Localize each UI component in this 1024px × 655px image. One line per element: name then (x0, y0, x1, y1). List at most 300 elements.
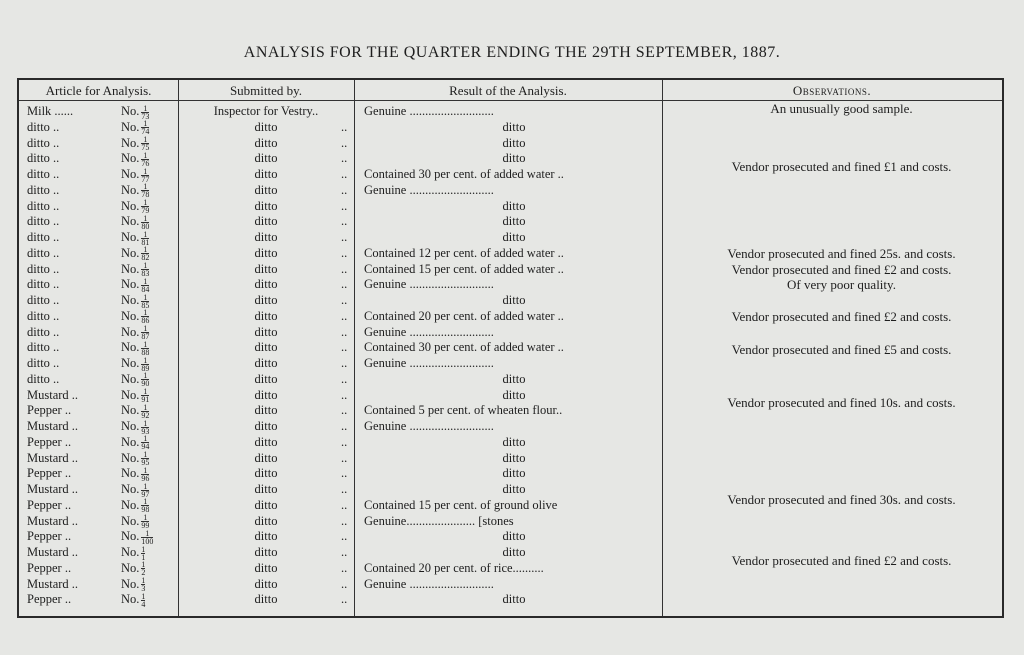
result-cell: Contained 20 per cent. of rice.......... (364, 560, 544, 575)
sample-fraction (141, 561, 145, 576)
fraction-denominator: 76 (141, 158, 150, 167)
leader-dots: .. (341, 214, 348, 229)
number-label: No. (121, 230, 140, 244)
fraction-denominator: 90 (141, 379, 150, 388)
fraction-numerator: 1 (143, 340, 148, 349)
article-cell: Pepper .. (27, 466, 72, 481)
leader-dots: .. (341, 482, 348, 496)
article-cell: ditto .. (27, 245, 60, 260)
fraction-numerator: 1 (145, 529, 150, 538)
leader-dots: .. (341, 245, 348, 260)
number-label: No. (121, 434, 140, 449)
number-label: No. (121, 214, 140, 229)
fraction-numerator: 1 (143, 466, 148, 475)
fraction-denominator: 3 (141, 584, 146, 593)
fraction-denominator: 81 (141, 237, 150, 246)
leader-dots: .. (341, 135, 348, 150)
fraction-denominator: 98 (141, 505, 150, 514)
result-cell: ditto (502, 293, 526, 307)
result-cell: Contained 5 per cent. of wheaten flour.. (364, 403, 563, 418)
result-cell: ditto (502, 529, 526, 544)
observation-note: Vendor prosecuted and fined £2 and costs. (731, 261, 952, 277)
fraction-numerator: 1 (143, 119, 148, 129)
result-cell: Genuine ........................... (364, 419, 494, 433)
result-cell: ditto (502, 387, 526, 402)
fraction-numerator: 1 (143, 261, 148, 271)
fraction-numerator: 1 (143, 293, 148, 302)
number-label: No. (121, 119, 140, 134)
fraction-denominator: 79 (141, 206, 150, 215)
number-label: No. (121, 340, 140, 355)
sample-fraction (141, 168, 149, 183)
fraction-denominator: 100 (141, 536, 154, 545)
leader-dots: .. (341, 592, 348, 607)
fraction-denominator: 74 (141, 127, 150, 136)
fraction-denominator: 82 (141, 253, 150, 262)
article-cell: ditto .. (27, 182, 60, 197)
article-cell: Milk ...... (27, 104, 74, 118)
submitted-by-cell: ditto (254, 403, 278, 418)
observation-note: Vendor prosecuted and fined 10s. and costs. (727, 395, 956, 411)
fraction-denominator: 93 (141, 426, 150, 435)
fraction-numerator: 1 (143, 387, 148, 397)
submitted-by-cell: ditto (254, 230, 278, 244)
number-label: No. (121, 450, 140, 465)
sample-number-cell (121, 356, 179, 372)
observation-note: Vendor prosecuted and fined £5 and costs. (731, 341, 952, 357)
submitted-by-cell: ditto (254, 529, 278, 544)
article-cell: Pepper .. (27, 529, 72, 544)
result-cell: Contained 20 per cent. of added water .. (364, 308, 564, 323)
sample-number-cell (121, 136, 179, 152)
submitted-by-cell: ditto (254, 371, 278, 386)
article-cell: ditto .. (27, 230, 60, 244)
article-cell: Pepper .. (27, 434, 72, 449)
submitted-by-cell: ditto (254, 513, 278, 528)
sample-number-cell (121, 309, 179, 325)
result-cell: Contained 30 per cent. of added water .. (364, 340, 564, 355)
leader-dots: .. (341, 356, 348, 370)
analysis-table (17, 78, 1004, 618)
table-row (19, 577, 1002, 593)
submitted-by-cell: ditto (254, 214, 278, 229)
table-row (19, 293, 1002, 309)
submitted-by-cell: ditto (254, 497, 278, 512)
fraction-numerator: 1 (143, 419, 148, 428)
submitted-by-cell: ditto (254, 293, 278, 307)
sample-number-cell (121, 388, 179, 404)
observation-note: Vendor prosecuted and fined £1 and costs. (731, 159, 952, 175)
article-cell: ditto .. (27, 151, 60, 166)
fraction-denominator: 85 (141, 300, 150, 309)
fraction-denominator: 91 (141, 395, 150, 404)
leader-dots: .. (341, 545, 348, 559)
article-cell: ditto .. (27, 119, 60, 134)
leader-dots: .. (341, 371, 348, 386)
fraction-numerator: 1 (141, 545, 146, 554)
sample-number-cell (121, 592, 179, 608)
article-cell: Pepper .. (27, 560, 72, 575)
sample-fraction (141, 467, 149, 482)
result-cell: Genuine ........................... (364, 104, 494, 118)
sample-fraction (141, 577, 145, 592)
fraction-denominator: 1 (141, 552, 146, 561)
result-cell: Contained 30 per cent. of added water .. (364, 167, 564, 181)
article-cell: ditto .. (27, 371, 60, 386)
fraction-denominator: 88 (141, 347, 150, 356)
number-label: No. (121, 324, 140, 339)
fraction-numerator: 1 (143, 151, 148, 160)
sample-number-cell (121, 577, 179, 593)
leader-dots: .. (341, 119, 348, 134)
sample-number-cell (121, 199, 179, 215)
observation-note: An unusually good sample. (770, 101, 913, 116)
sample-fraction (141, 294, 149, 309)
article-cell: ditto .. (27, 293, 60, 307)
submitted-by-cell: ditto (254, 277, 278, 292)
sample-fraction (141, 357, 149, 372)
sample-number-cell (121, 372, 179, 388)
sample-number-cell (121, 451, 179, 467)
submitted-by-cell: ditto (254, 419, 278, 433)
table-row (19, 214, 1002, 230)
number-label: No. (121, 151, 140, 166)
fraction-numerator: 1 (143, 214, 148, 223)
fraction-numerator: 1 (143, 308, 148, 318)
header-observations: Observations. (792, 83, 872, 98)
article-cell: ditto .. (27, 135, 60, 150)
number-label: No. (121, 466, 140, 481)
leader-dots: .. (341, 576, 348, 591)
fraction-denominator: 77 (141, 174, 150, 183)
sample-fraction (141, 404, 149, 419)
sample-fraction (141, 388, 149, 403)
article-cell: Mustard .. (27, 450, 79, 465)
submitted-by-cell: ditto (254, 167, 278, 181)
leader-dots: .. (341, 529, 348, 544)
result-cell: Genuine ........................... (364, 324, 494, 339)
result-cell: ditto (502, 230, 526, 244)
submitted-by-cell: ditto (254, 545, 278, 559)
sample-number-cell (121, 120, 179, 136)
table-row (19, 466, 1002, 482)
sample-number-cell (121, 435, 179, 451)
leader-dots: .. (341, 340, 348, 355)
article-cell: Mustard .. (27, 419, 79, 433)
result-cell: ditto (502, 371, 526, 386)
result-cell: Contained 15 per cent. of added water .. (364, 261, 564, 276)
sample-number-cell (121, 104, 179, 120)
leader-dots: .. (341, 450, 348, 465)
submitted-by-cell: ditto (254, 592, 278, 607)
table-row (19, 514, 1002, 530)
sample-number-cell (121, 262, 179, 278)
number-label: No. (121, 293, 140, 307)
leader-dots: .. (341, 513, 348, 528)
sample-fraction (141, 341, 149, 356)
article-cell: ditto .. (27, 198, 60, 213)
table-row (19, 529, 1002, 545)
fraction-numerator: 1 (143, 277, 148, 286)
fraction-numerator: 1 (143, 324, 148, 334)
article-cell: Mustard .. (27, 482, 79, 496)
number-label: No. (121, 529, 140, 544)
fraction-numerator: 1 (143, 182, 148, 192)
fraction-numerator: 1 (143, 513, 148, 523)
submitted-by-cell: ditto (254, 450, 278, 465)
number-label: No. (121, 198, 140, 213)
fraction-numerator: 1 (143, 167, 148, 176)
sample-number-cell (121, 529, 179, 545)
observation-note: Vendor prosecuted and fined £2 and costs. (731, 308, 952, 324)
article-cell: Pepper .. (27, 497, 72, 512)
article-cell: Mustard .. (27, 513, 79, 528)
sample-fraction (141, 278, 149, 293)
leader-dots: .. (341, 560, 348, 575)
fraction-denominator: 95 (141, 458, 150, 467)
table-row (19, 230, 1002, 246)
fraction-denominator: 83 (141, 269, 150, 278)
result-cell: Genuine...................... [stones (364, 513, 514, 528)
number-label: No. (121, 513, 140, 528)
number-label: No. (121, 261, 140, 276)
leader-dots: .. (341, 419, 348, 433)
number-label: No. (121, 576, 140, 591)
article-cell: ditto .. (27, 340, 60, 355)
number-label: No. (121, 135, 140, 150)
table-row (19, 419, 1002, 435)
number-label: No. (121, 182, 140, 197)
fraction-denominator: 73 (141, 111, 150, 120)
submitted-by-cell: ditto (254, 119, 278, 134)
result-cell: ditto (502, 545, 526, 559)
leader-dots: .. (341, 277, 348, 292)
number-label: No. (121, 356, 140, 370)
sample-number-cell (121, 419, 179, 435)
fraction-numerator: 1 (143, 356, 148, 365)
number-label: No. (121, 245, 140, 260)
article-cell: Pepper .. (27, 403, 72, 418)
number-label: No. (121, 387, 140, 402)
submitted-by-cell: ditto (254, 324, 278, 339)
fraction-numerator: 1 (143, 104, 148, 113)
fraction-numerator: 1 (143, 371, 148, 381)
submitted-by-cell: ditto (254, 245, 278, 260)
sample-number-cell (121, 214, 179, 230)
sample-fraction (141, 593, 145, 608)
sample-number-cell (121, 561, 179, 577)
leader-dots: .. (341, 167, 348, 181)
submitted-by-cell: Inspector for Vestry.. (213, 104, 319, 118)
fraction-numerator: 1 (143, 497, 148, 507)
result-cell: Genuine ........................... (364, 182, 494, 197)
submitted-by-cell: ditto (254, 151, 278, 166)
sample-fraction (141, 309, 149, 324)
submitted-by-cell: ditto (254, 482, 278, 496)
sample-fraction (141, 199, 149, 214)
article-cell: Pepper .. (27, 592, 72, 607)
result-cell: ditto (502, 214, 526, 229)
result-cell: ditto (502, 135, 526, 150)
leader-dots: .. (341, 182, 348, 197)
table-row (19, 451, 1002, 467)
submitted-by-cell: ditto (254, 182, 278, 197)
fraction-numerator: 1 (141, 560, 146, 570)
sample-number-cell (121, 293, 179, 309)
article-cell: ditto .. (27, 324, 60, 339)
leader-dots: .. (341, 387, 348, 402)
number-label: No. (121, 403, 140, 418)
table-row (19, 199, 1002, 215)
sample-fraction (141, 530, 153, 545)
number-label: No. (121, 592, 140, 607)
fraction-denominator: 2 (141, 568, 146, 577)
sample-fraction (141, 435, 149, 450)
observation-note: Of very poor quality. (787, 277, 896, 293)
sample-number-cell (121, 183, 179, 199)
article-cell: ditto .. (27, 167, 60, 181)
number-label: No. (121, 308, 140, 323)
sample-fraction (141, 246, 149, 261)
leader-dots: .. (341, 403, 348, 418)
fraction-denominator: 4 (141, 599, 146, 608)
sample-fraction (141, 152, 149, 167)
sample-number-cell (121, 403, 179, 419)
leader-dots: .. (341, 466, 348, 481)
sample-fraction (141, 215, 149, 230)
fraction-denominator: 78 (141, 190, 150, 199)
leader-dots: .. (341, 308, 348, 323)
fraction-numerator: 1 (143, 198, 148, 208)
table-row (19, 325, 1002, 341)
sample-number-cell (121, 340, 179, 356)
sample-fraction (141, 498, 149, 513)
sample-number-cell (121, 325, 179, 341)
sample-fraction (141, 105, 149, 120)
fraction-denominator: 97 (141, 489, 150, 498)
fraction-numerator: 1 (143, 230, 148, 239)
sample-fraction (141, 546, 145, 561)
page-title: ANALYSIS FOR THE QUARTER ENDING THE 29TH SEPTEMBER, 1887. (243, 44, 781, 61)
sample-fraction (141, 325, 149, 340)
table-row (19, 356, 1002, 372)
number-label: No. (121, 482, 140, 496)
submitted-by-cell: ditto (254, 560, 278, 575)
table-row (19, 435, 1002, 451)
sample-number-cell (121, 230, 179, 246)
sample-number-cell (121, 151, 179, 167)
result-cell: Genuine ........................... (364, 277, 494, 292)
leader-dots: .. (341, 497, 348, 512)
submitted-by-cell: ditto (254, 135, 278, 150)
header-article: Article for Analysis. (45, 83, 152, 98)
fraction-denominator: 96 (141, 473, 150, 482)
submitted-by-cell: ditto (254, 308, 278, 323)
fraction-denominator: 86 (141, 316, 150, 325)
fraction-denominator: 84 (141, 284, 150, 293)
number-label: No. (121, 167, 140, 181)
result-cell: ditto (502, 434, 526, 449)
fraction-denominator: 89 (141, 363, 150, 372)
table-row (19, 372, 1002, 388)
sample-fraction (141, 183, 149, 198)
leader-dots: .. (341, 434, 348, 449)
sample-fraction (141, 231, 149, 246)
observation-note: Vendor prosecuted and fined 30s. and costs. (727, 491, 956, 507)
table-row (19, 183, 1002, 199)
article-cell: Mustard .. (27, 576, 79, 591)
result-cell: ditto (502, 450, 526, 465)
result-cell: ditto (502, 592, 526, 607)
number-label: No. (121, 497, 140, 512)
sample-fraction (141, 136, 149, 151)
number-label: No. (121, 104, 140, 118)
fraction-denominator: 87 (141, 332, 150, 341)
submitted-by-cell: ditto (254, 356, 278, 370)
header-result: Result of the Analysis. (449, 83, 567, 98)
sample-fraction (141, 420, 149, 435)
result-cell: ditto (502, 482, 526, 496)
submitted-by-cell: ditto (254, 434, 278, 449)
fraction-denominator: 99 (141, 521, 150, 530)
fraction-denominator: 94 (141, 442, 150, 451)
leader-dots: .. (341, 151, 348, 166)
fraction-numerator: 1 (143, 482, 148, 491)
submitted-by-cell: ditto (254, 198, 278, 213)
leader-dots: .. (341, 198, 348, 213)
leader-dots: .. (341, 293, 348, 307)
result-cell: ditto (502, 119, 526, 134)
number-label: No. (121, 277, 140, 292)
fraction-denominator: 92 (141, 410, 150, 419)
table-row (19, 136, 1002, 152)
result-cell: Genuine ........................... (364, 356, 494, 370)
fraction-numerator: 1 (141, 592, 146, 601)
fraction-numerator: 1 (143, 434, 148, 444)
result-cell: Contained 15 per cent. of ground olive (364, 497, 558, 512)
fraction-denominator: 80 (141, 221, 150, 230)
article-cell: Mustard .. (27, 545, 79, 559)
number-label: No. (121, 419, 140, 433)
header-submitted: Submitted by. (229, 83, 303, 98)
submitted-by-cell: ditto (254, 576, 278, 591)
sample-number-cell (121, 466, 179, 482)
number-label: No. (121, 371, 140, 386)
sample-fraction (141, 514, 149, 529)
number-label: No. (121, 545, 140, 559)
sample-number-cell (121, 246, 179, 262)
leader-dots: .. (341, 261, 348, 276)
fraction-denominator: 75 (141, 143, 150, 152)
submitted-by-cell: ditto (254, 387, 278, 402)
leader-dots: .. (341, 230, 348, 244)
sample-number-cell (121, 545, 179, 561)
result-cell: ditto (502, 151, 526, 166)
table-row (19, 592, 1002, 608)
observation-note: Vendor prosecuted and fined £2 and costs. (731, 552, 952, 568)
sample-number-cell (121, 482, 179, 498)
result-cell: Genuine ........................... (364, 576, 494, 591)
fraction-numerator: 1 (143, 245, 148, 255)
result-cell: ditto (502, 466, 526, 481)
sample-fraction (141, 483, 149, 498)
table-row (19, 120, 1002, 136)
article-cell: Mustard .. (27, 387, 79, 402)
fraction-numerator: 1 (141, 576, 146, 586)
fraction-numerator: 1 (143, 403, 148, 412)
article-cell: ditto .. (27, 261, 60, 276)
submitted-by-cell: ditto (254, 340, 278, 355)
